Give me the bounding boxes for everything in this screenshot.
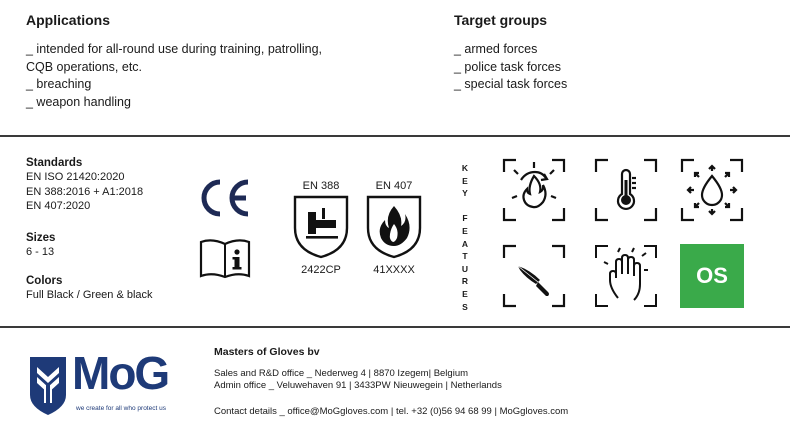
ce-mark-icon [196,176,252,220]
logo-tagline: we create for all who protect us [76,405,166,412]
logo-text: MoG [72,347,169,399]
sizes-block [26,232,55,260]
os-badge: OS [680,244,744,308]
sizes-value: 6 - 13 [26,246,55,258]
fire-resistance-icon [502,158,566,222]
flame-shield-icon [365,194,423,260]
list-item: _ police task forces [454,59,561,74]
moisture-icon [680,158,744,222]
standard-item: EN 388:2016 + A1:2018 [26,185,144,198]
admin-office: Admin office _ Veluwehaven 91 | 3433PW Nieuwegein | Netherlands [214,380,502,391]
en388-code: 2422CP [301,264,341,276]
touch-sensitivity-icon [594,244,658,308]
sizes-title: Sizes [26,232,56,244]
en388-label: EN 388 [302,180,340,192]
applications-list [26,41,322,111]
read-instructions-icon [198,236,252,280]
sales-office: Sales and R&D office _ Nederweg 4 | 8870 Izegem| Belgium [214,368,469,379]
list-item: _ weapon handling [26,94,131,109]
list-item: _ intended for all-round use during training, patrolling, [26,42,323,56]
temperature-icon [594,158,658,222]
target-groups-list [454,41,567,94]
colors-value: Full Black / Green & black [26,289,153,301]
target-groups-title: Target groups [454,12,548,28]
company-name: Masters of Gloves bv [214,346,320,358]
standard-item: EN 407:2020 [26,200,91,212]
divider-bottom [0,326,790,328]
hammer-glove-shield-icon [292,194,350,260]
colors-title: Colors [26,275,63,287]
contact-details: Contact details _ office@MoGgloves.com | tel. +32 (0)56 94 68 99 | MoGgloves.com [214,406,569,417]
key-features-label: K E Y F E A T U R E S [461,163,469,312]
applications-title: Applications [26,12,111,28]
en407-code: 41XXXX [373,264,415,276]
list-item: _ breaching [26,77,92,91]
list-item: CQB operations, etc. [26,59,143,74]
colors-block [26,275,153,303]
cut-resistance-icon [502,244,566,308]
list-item: _ armed forces [454,42,538,56]
en407-label: EN 407 [375,180,413,192]
standards-title: Standards [26,157,83,169]
divider-top [0,135,790,137]
list-item: _ special task forces [454,77,568,91]
standard-item: EN ISO 21420:2020 [26,171,125,183]
standards-block [26,157,143,214]
